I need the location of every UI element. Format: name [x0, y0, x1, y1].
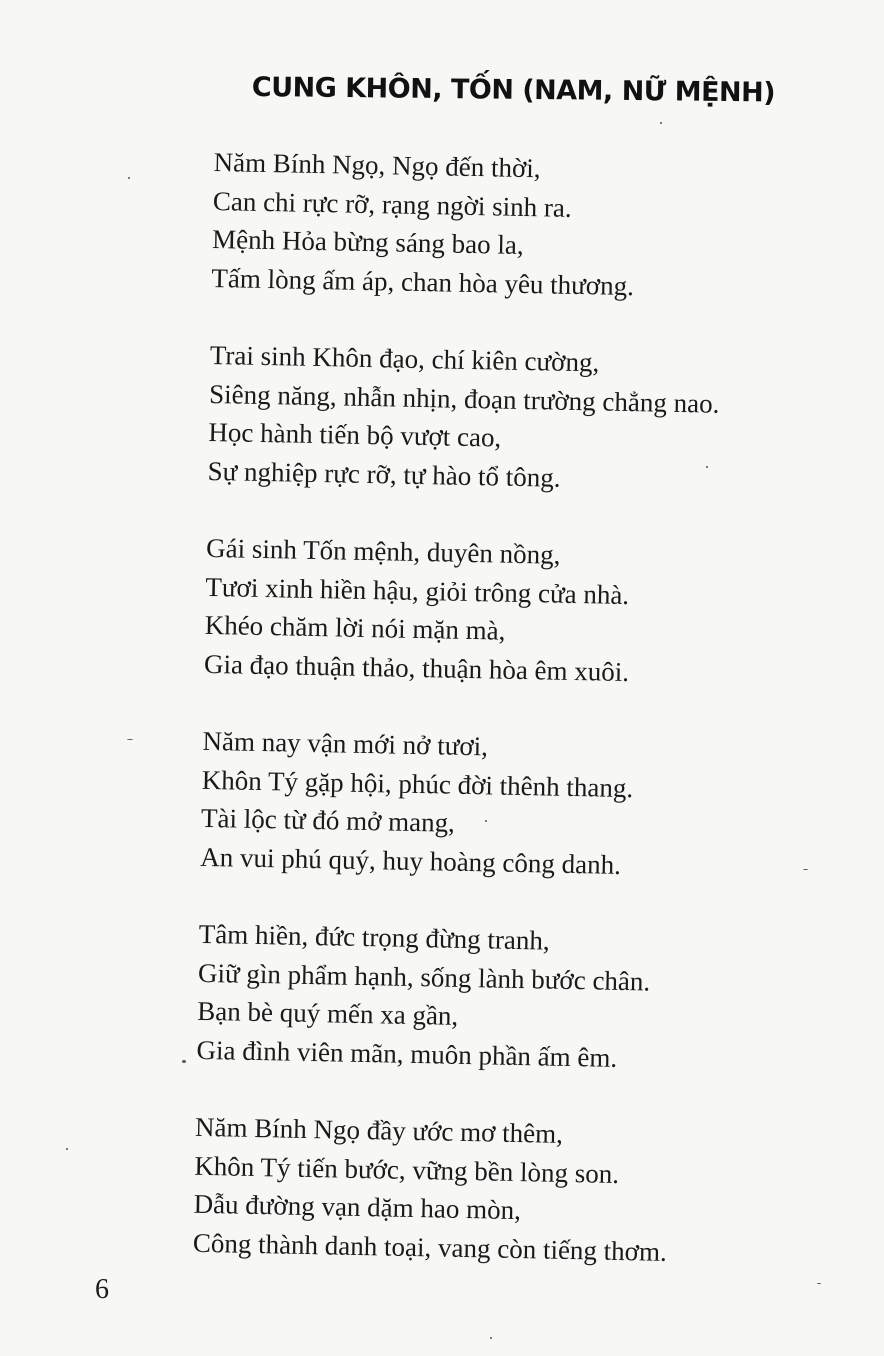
scan-speck: [660, 122, 662, 124]
poem-title: CUNG KHÔN, TỐN (NAM, NỮ MỆNH): [251, 72, 776, 109]
poem-body: [192, 143, 814, 1312]
poem-line: Năm Bính Ngọ đầy ước mơ thêm,: [194, 1111, 564, 1149]
poem-line: Sự nghiệp rực rỡ, tự hào tổ tông.: [207, 455, 561, 493]
stanza-2: [207, 336, 810, 501]
poem-line: Dẫu đường vạn dặm hao mòn,: [193, 1188, 522, 1226]
scan-speck: [485, 820, 487, 822]
poem-line: Tâm hiền, đức trọng đừng tranh,: [198, 918, 550, 956]
poem-line: Can chi rực rỡ, rạng ngời sinh ra.: [212, 185, 572, 223]
poem-line: Công thành danh toại, vang còn tiếng thơm.: [192, 1227, 668, 1267]
poem-line: Khôn Tý tiến bước, vững bền lòng son.: [194, 1150, 620, 1189]
poem-line: Tươi xinh hiền hậu, giỏi trông cửa nhà.: [205, 571, 630, 610]
poem-line: Tấm lòng ấm áp, chan hòa yêu thương.: [211, 262, 635, 301]
poem-line: Năm nay vận mới nở tươi,: [202, 725, 489, 762]
poem-line: Khéo chăm lời nói mặn mà,: [204, 609, 506, 646]
poem-line: Mệnh Hỏa bừng sáng bao la,: [211, 223, 524, 260]
scan-speck: [706, 466, 708, 468]
scan-speck: [66, 1148, 68, 1150]
poem-line: Gái sinh Tốn mệnh, duyên nồng,: [205, 532, 561, 570]
poem-line: Gia đạo thuận thảo, thuận hòa êm xuôi.: [203, 648, 630, 687]
scan-speck: [803, 869, 808, 870]
poem-line: An vui phú quý, huy hoàng công danh.: [200, 841, 622, 880]
scan-speck: [128, 177, 130, 179]
stanza-3: [204, 529, 807, 694]
poem-line: Siêng năng, nhẫn nhịn, đoạn trường chẳng nao.: [208, 378, 720, 419]
stanza-1: [211, 143, 814, 308]
poem-line: Bạn bè quý mến xa gần,: [197, 995, 459, 1031]
stanza-6: [193, 1108, 796, 1273]
page-number: 6: [95, 1274, 109, 1305]
poem-line: Tài lộc từ đó mở mang,: [200, 802, 456, 838]
scan-speck: [182, 1060, 186, 1063]
stanza-4: [200, 722, 803, 887]
scan-speck: [490, 1337, 492, 1339]
poem-line: Học hành tiến bộ vượt cao,: [208, 416, 502, 453]
poem-line: Trai sinh Khôn đạo, chí kiên cường,: [209, 339, 600, 378]
scan-speck: [127, 739, 133, 740]
poem-line: Khôn Tý gặp hội, phúc đời thênh thang.: [201, 764, 634, 803]
stanza-5: [196, 915, 799, 1080]
poem-line: Gia đình viên mãn, muôn phần ấm êm.: [196, 1034, 618, 1073]
poem-line: Giữ gìn phẩm hạnh, sống lành bước chân.: [197, 957, 651, 997]
poem-line: Năm Bính Ngọ, Ngọ đến thời,: [213, 146, 541, 184]
scan-speck: [817, 1283, 821, 1284]
